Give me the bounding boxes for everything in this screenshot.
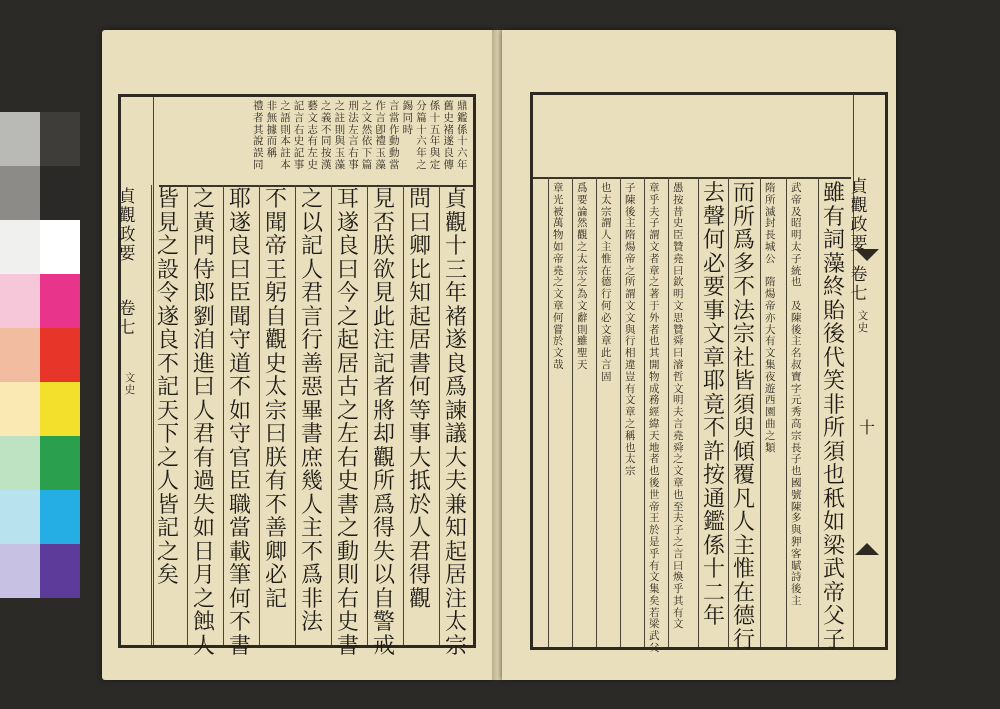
headnote-line: 舊 史 褚 遂 良 傳 [443, 100, 454, 171]
color-patch [0, 274, 40, 328]
text-column: 不 聞 帝 王 躬 自 觀 史 太 宗 曰 朕 有 不 善 卿 必 記 [265, 187, 288, 612]
color-patch [0, 544, 40, 598]
color-patch [40, 436, 80, 490]
color-patch [0, 490, 40, 544]
headnote-line: 錫 同 時 [402, 100, 414, 136]
open-book [98, 30, 898, 680]
color-patch [40, 328, 80, 382]
headnote-line: 作 言 卽 禮 玉 藻 [375, 100, 386, 171]
headnote-line: 之 義 不 同 按 漢 [321, 100, 332, 171]
headnote-line: 分 篇 十 六 年 之 [416, 100, 427, 171]
text-column: 皆 見 之 設 令 遂 良 不 記 天 下 之 人 皆 記 之 矣 [157, 187, 180, 588]
headnote-line: 之 註 則 與 玉 藻 [334, 100, 346, 171]
text-column: 隋 所 滅 封 長 城 公 隋 煬 帝 亦 大 有 文 集 夜 遊 西 園 曲 之 類 [765, 182, 776, 454]
headnote-line: 之 文 然 依 下 篇 [361, 100, 373, 171]
right-page-frame: 貞 觀 政 要 卷 七 文 史 十 雖 有 詞 藻 終 貽 後 代 笑 非 所 須 也 秖 如 梁 武 帝 父 子 武 帝 及 昭 明 太 子 統 也 及 陳 後 主 名 叔 寶 字 元 秀 高 宗 長 子 也 國 號 陳 多 與 狎 客 賦 詩 後 主 隋 所 滅 封 長 城 公 隋 煬 帝 亦 大 有 文 集 夜 遊 西 園 曲 之 類 而 所 爲 多 不 法 宗 社 皆 須 臾 傾 覆 凡 人 主 惟 在 德 行 去 聲 何 必 要 事 文 章 耶 竟 不 許 按 通 鑑 係 十 二 年 愚 按 昔 史 臣 贊 堯 曰 欽 明 文 思 贊 舜 曰 濬 哲 文 明 夫 言 堯 舜 之 文 章 也 至 夫 子 之 言 曰 煥 乎 其 有 文 章 乎 夫 子 謂 文 者 章 之 著 于 外 者 也 其 開 物 成 務 經 緯 天 地 者 也 後 世 帝 王 於 是 乎 有 文 集 矣 若 梁 武 父 子 陳 後 主 隋 煬 帝 之 所 謂 文 文 與 行 相 違 豈 有 文 章 之 稱 也 太 宗 也 太 宗 謂 人 主 惟 在 德 行 何 必 文 章 此 言 固 爲 要 論 然 觀 之 太 宗 之 為 文 辭 則 雖 聖 天 章 光 被 萬 物 如 帝 堯 之 文 章 何 嘗 於 文 哉 [530, 92, 888, 650]
color-patch [0, 436, 40, 490]
headnote-line: 鼎 鑑 係 十 六 年 [457, 100, 468, 171]
color-patch [0, 382, 40, 436]
text-column: 爲 要 論 然 觀 之 太 宗 之 為 文 辭 則 雖 聖 天 [577, 182, 588, 371]
text-column: 雖 有 詞 藻 終 貽 後 代 笑 非 所 須 也 秖 如 梁 武 帝 父 子 [823, 181, 846, 653]
text-column: 武 帝 及 昭 明 太 子 統 也 及 陳 後 主 名 叔 寶 字 元 秀 高 宗 長 子 也 國 號 陳 多 與 狎 客 賦 詩 後 主 [791, 182, 802, 607]
left-page [102, 30, 494, 680]
text-column: 章 乎 夫 子 謂 文 者 章 之 著 于 外 者 也 其 開 物 成 務 經 緯 天 地 者 也 後 世 帝 王 於 是 乎 有 文 集 矣 若 梁 武 父 [649, 182, 660, 655]
headnote-line: 禮 者 其 說 誤 同 [253, 100, 264, 171]
color-patch [0, 328, 40, 382]
color-patch [40, 382, 80, 436]
headnote-line: 藝 文 志 有 左 史 [307, 100, 318, 171]
text-column: 貞 觀 十 三 年 褚 遂 良 爲 諫 議 大 夫 兼 知 起 居 注 太 宗 [445, 187, 468, 659]
text-column: 之 以 記 人 君 言 行 善 惡 畢 書 庶 幾 人 主 不 爲 非 法 [301, 187, 324, 635]
text-column: 耳 遂 良 曰 今 之 起 居 古 之 左 右 史 書 之 動 則 右 史 書 [337, 187, 360, 659]
color-patch [0, 220, 40, 274]
color-patch [40, 220, 80, 274]
text-column: 而 所 爲 多 不 法 宗 社 皆 須 臾 傾 覆 凡 人 主 惟 在 德 行 [733, 181, 756, 653]
color-patch [40, 112, 80, 166]
text-column: 去 聲 何 必 要 事 文 章 耶 竟 不 許 按 通 鑑 係 十 二 年 [703, 181, 726, 629]
headnote-line: 刑 法 左 言 右 事 [348, 100, 359, 171]
headnote-line: 記 言 右 史 記 事 [293, 100, 305, 171]
text-column: 見 否 朕 欲 見 此 注 記 者 將 却 觀 所 爲 得 失 以 自 警 戒 [373, 187, 396, 659]
text-column: 問 曰 卿 比 知 起 居 書 何 等 事 大 抵 於 人 君 得 觀 [409, 187, 432, 612]
color-patch [40, 490, 80, 544]
text-column: 耶 遂 良 曰 臣 聞 守 道 不 如 守 官 臣 職 當 載 筆 何 不 書 [229, 187, 252, 659]
headnote-line: 係 十 五 年 與 定 [429, 100, 441, 171]
color-patch [40, 274, 80, 328]
headnote-line: 言 當 作 動 動 當 [389, 100, 400, 171]
headnote-line: 非 無 據 而 稱 [266, 100, 278, 160]
right-page [502, 30, 896, 680]
text-column: 也 太 宗 謂 人 主 惟 在 德 行 何 必 文 章 此 言 固 [601, 182, 612, 383]
right-page-number: 十 [859, 418, 876, 437]
color-patch [40, 544, 80, 598]
text-column: 子 陳 後 主 隋 煬 帝 之 所 謂 文 文 與 行 相 違 豈 有 文 章 之 稱 也 太 宗 [625, 182, 636, 478]
text-column: 章 光 被 萬 物 如 帝 堯 之 文 章 何 嘗 於 文 哉 [553, 182, 564, 371]
left-page-frame: 貞 觀 政 要 卷 七 文 史 鼎 鑑 係 十 六 年 舊 史 褚 遂 良 傳 係 十 五 年 與 定 分 篇 十 六 年 之 錫 同 時 言 當 作 動 動 當 作 言 卽 禮 玉 藻 之 文 然 依 下 篇 刑 法 左 言 右 事 之 註 則 與 玉 藻 之 義 不 同 按 漢 藝 文 志 有 左 史 記 言 右 史 記 事 之 語 則 本 註 本 非 無 據 而 稱 禮 者 其 說 誤 同 貞 觀 十 三 年 褚 遂 良 爲 諫 議 大 夫 兼 知 起 居 注 太 宗 問 曰 卿 比 知 起 居 書 何 等 事 大 抵 於 人 君 得 觀 見 否 朕 欲 見 此 注 記 者 將 却 觀 所 爲 得 失 以 自 警 戒 耳 遂 良 曰 今 之 起 居 古 之 左 右 史 書 之 動 則 右 史 書 之 以 記 人 君 言 行 善 惡 畢 書 庶 幾 人 主 不 爲 非 法 不 聞 帝 王 躬 自 觀 史 太 宗 曰 朕 有 不 善 卿 必 記 耶 遂 良 曰 臣 聞 守 道 不 如 守 官 臣 職 當 載 筆 何 不 書 之 黃 門 侍 郎 劉 洎 進 曰 人 君 有 過 失 如 日 月 之 蝕 人 皆 見 之 設 令 遂 良 不 記 天 下 之 人 皆 記 之 矣 [118, 94, 476, 648]
text-column: 愚 按 昔 史 臣 贊 堯 曰 欽 明 文 思 贊 舜 曰 濬 哲 文 明 夫 言 堯 舜 之 文 章 也 至 夫 子 之 言 曰 煥 乎 其 有 文 [673, 182, 684, 631]
color-patch [0, 166, 40, 220]
text-column: 之 黃 門 侍 郎 劉 洎 進 曰 人 君 有 過 失 如 日 月 之 蝕 人 [193, 187, 216, 659]
color-patch [40, 166, 80, 220]
headnote-line: 之 語 則 本 註 本 [280, 100, 291, 171]
color-target [0, 112, 80, 596]
color-patch [0, 112, 40, 166]
